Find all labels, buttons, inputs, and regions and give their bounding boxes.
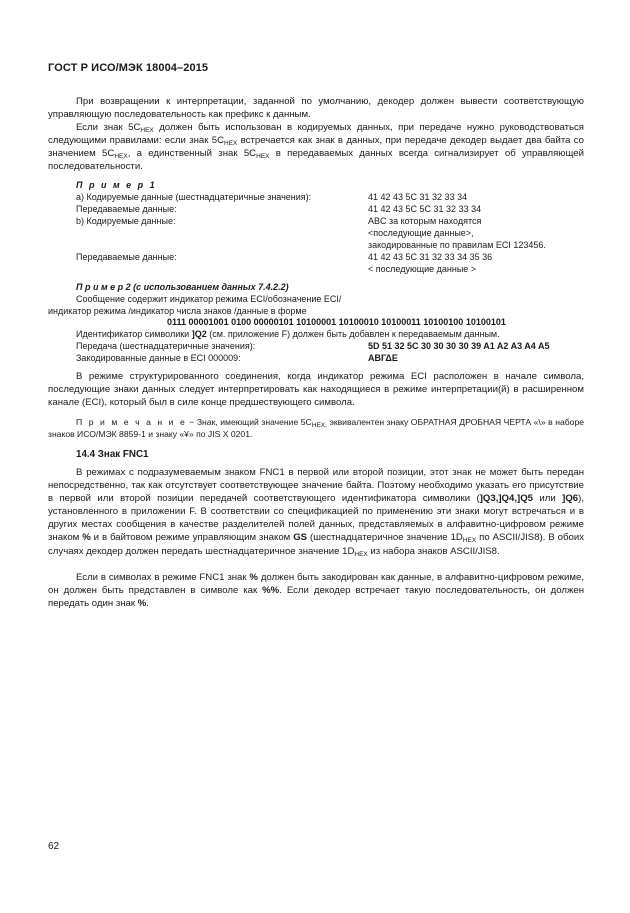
- example1-b-tx-value-2: < последующие данные >: [368, 264, 477, 274]
- example1-a-tx-value: 41 42 43 5C 5C 31 32 33 34: [368, 204, 482, 214]
- example2-line-2: индикатор режима /индикатор числа знаков /данные в форме: [48, 306, 307, 316]
- page-number: 62: [48, 841, 60, 852]
- example1-b-tx-label: Передаваемые данные:: [76, 252, 177, 262]
- example1-b-label: b) Кодируемые данные:: [76, 216, 176, 226]
- example2-tx-value: 5D 51 32 5C 30 30 30 30 39 A1 A2 A3 A4 A5: [368, 341, 550, 351]
- example2-enc-value: ΑΒΓΔΕ: [368, 353, 398, 363]
- example1-b-value-3: закодированные по правилам ECI 123456.: [368, 240, 546, 250]
- paragraph-default-interpretation: При возвращении к интерпретации, заданной по умолчанию, декодер должен вывести соответствующую управляющую последовательность как префикс к данным.: [48, 96, 584, 121]
- example2-enc-label: Закодированные данные в ECI 000009:: [76, 353, 241, 363]
- paragraph-fnc1-2: Если в символах в режиме FNC1 знак % должен быть закодирован как данные, в алфавитно-цифровом режиме, он должен быть представлен в символе как %%. Если декодер встречает такую последовательность, он должен передать один знак %.: [48, 572, 584, 610]
- document-header: ГОСТ Р ИСО/МЭК 18004–2015: [48, 62, 209, 74]
- example1-a-tx-label: Передаваемые данные:: [76, 204, 177, 214]
- example1-b-value-1: ABC за которым находятся: [368, 216, 482, 226]
- section-title: 14.4 Знак FNC1: [76, 449, 149, 460]
- example2-line-1: Сообщение содержит индикатор режима ECI/обозначение ECI/: [76, 294, 342, 304]
- example2-tx-label: Передача (шестнадцатеричные значения):: [76, 341, 256, 351]
- example1-a-value: 41 42 43 5C 31 32 33 34: [368, 192, 468, 202]
- paragraph-fnc1-1: В режимах с подразумеваемым знаком FNC1 в первой или второй позиции, этот знак не может быть передан непосредственно, так как отсутствует соответствующее значение байта. Поэтому необходимо указать его присутствие в первой или второй позиции передачей соответствующего идентификатора символики (]Q3,]Q4,]Q5 или ]Q6), установленного в приложении F. В соответствии со спецификацией по применению эти знаки могут встречаться и в других местах сообщения в качестве разделителей полей данных, представляемых в алфавитно-цифровом режиме знаком % и в байтовом режиме управляющим знаком GS (шестнадцатеричное значение $1D_{HEX}$ по ASCII/JIS8). В обоих случаях декодер должен передать шестнадцатеричное значение $1D_{HEX}$ из набора знаков ASCII/JIS8.: [48, 467, 584, 558]
- example1-b-tx-value-1: 41 42 43 5C 31 32 33 34 35 36: [368, 252, 493, 262]
- example2-title: П р и м е р 2 (с использованием данных 7.4.2.2): [76, 282, 289, 292]
- example1-b-value-2: <последующие данные>,: [368, 228, 474, 238]
- example1-title: П р и м е р 1: [76, 180, 157, 190]
- paragraph-5c-rules: Если знак $5C_{HEX}$ должен быть использован в кодируемых данных, при передаче нужно руководствоваться следующими правилами: если знак $5C_{HEX}$ встречается как знак в данных, при передаче декодер выдает два байта со значением $5C_{HEX}$, а единственный знак $5C_{HEX}$ в передаваемых данных всегда сигнализирует об управляющей последовательности.: [48, 122, 584, 173]
- paragraph-structured-append: В режиме структурированного соединения, когда индикатор режима ECI расположен в начале символа, последующие знаки данных следует интерпретировать как находящиеся в режиме интерпретации(й) в расширенном канале (ECI), который был в силе конце предшествующего символа.: [48, 371, 584, 409]
- example2-bits: 0111 00001001 0100 00000101 10100001 10100010 10100011 10100100 10100101: [167, 317, 506, 327]
- example2-identifier: Идентификатор символики ]Q2 (см. приложение F) должен быть добавлен к передаваемым данным.: [76, 329, 500, 339]
- example1-a-label: a) Кодируемые данные (шестнадцатеричные значения):: [76, 192, 312, 202]
- note: П р и м е ч а н и е − Знак, имеющий значение $5C_{HEX,}$ эквивалентен знаку ОБРАТНАЯ ДРОБНАЯ ЧЕРТА «\» в наборе знаков ИСО/МЭК 8859-1 и знаку «¥» по JIS X 0201.: [48, 417, 585, 439]
